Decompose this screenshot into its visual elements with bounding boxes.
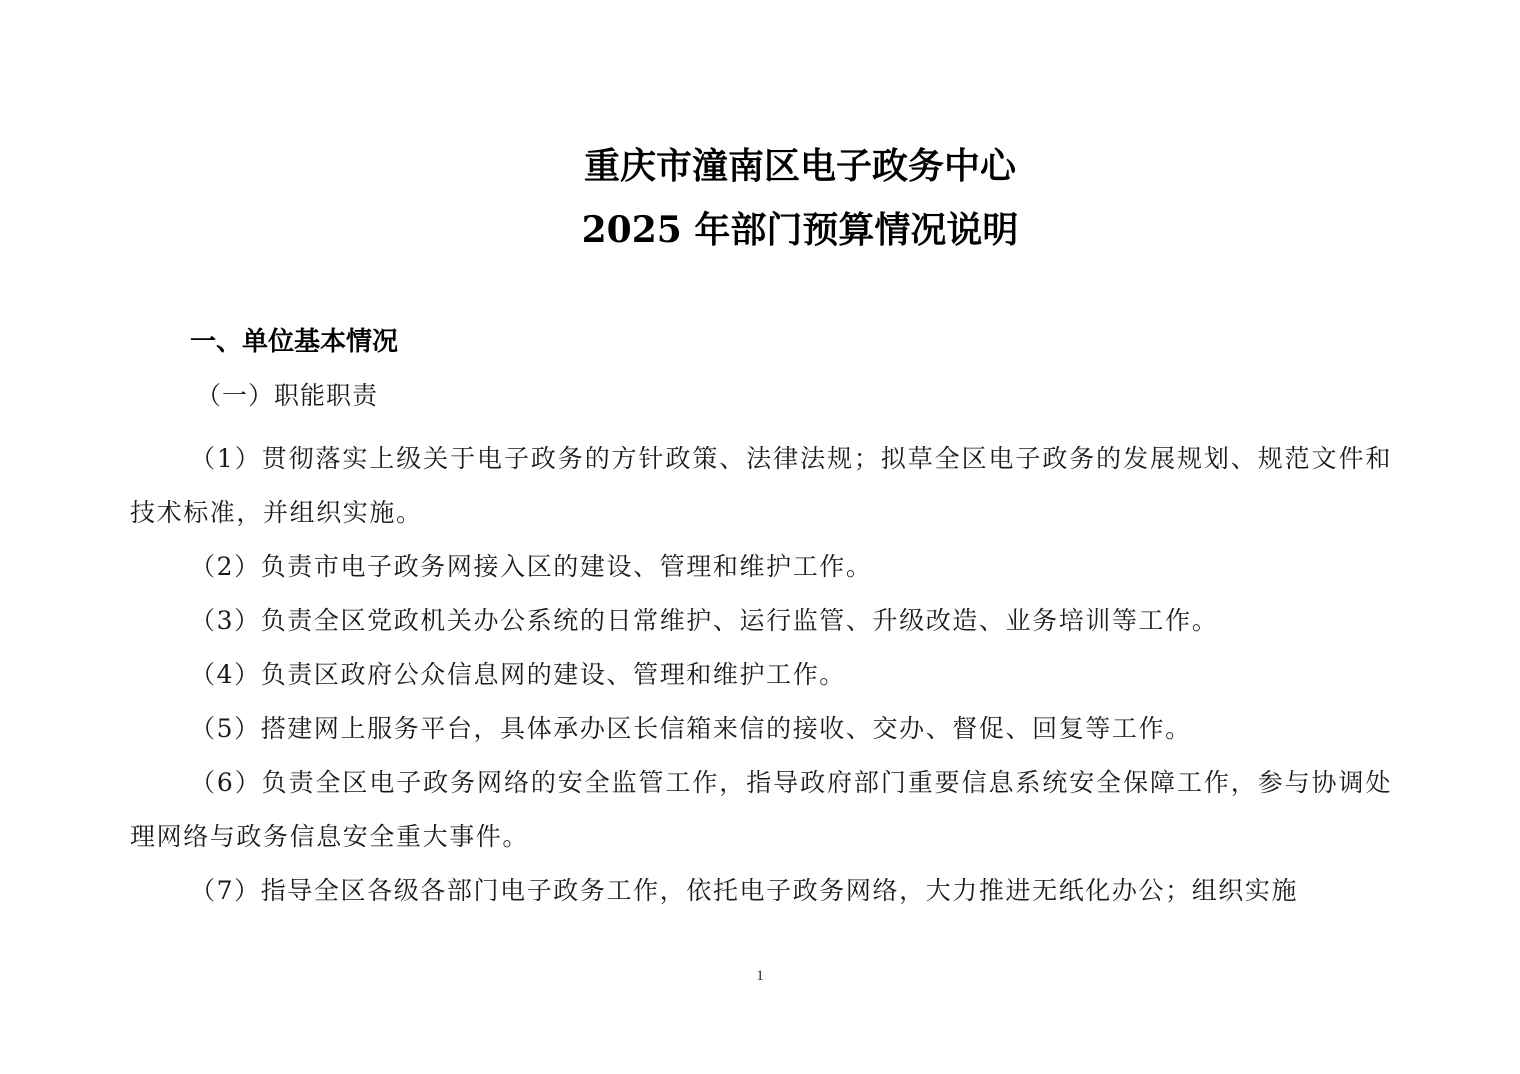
body-text — [130, 432, 1392, 918]
page-number: 1 — [756, 968, 764, 984]
paragraph-3: （3）负责全区党政机关办公系统的日常维护、运行监管、升级改造、业务培训等工作。 — [190, 606, 1219, 635]
document-title-line-1: 重庆市潼南区电子政务中心 — [583, 145, 1016, 187]
paragraph-2: （2）负责市电子政务网接入区的建设、管理和维护工作。 — [190, 552, 873, 581]
paragraph-4: （4）负责区政府公众信息网的建设、管理和维护工作。 — [190, 660, 846, 689]
paragraph-6: （6）负责全区电子政务网络的安全监管工作，指导政府部门重要信息系统安全保障工作，参与协调处理网络与政务信息安全重大事件。 — [130, 768, 1392, 851]
paragraph-7: （7）指导全区各级各部门电子政务工作，依托电子政务网络，大力推进无纸化办公；组织实施 — [190, 876, 1299, 905]
paragraph-5: （5）搭建网上服务平台，具体承办区长信箱来信的接收、交办、督促、回复等工作。 — [190, 714, 1192, 743]
paragraph-1: （1）贯彻落实上级关于电子政务的方针政策、法律法规；拟草全区电子政务的发展规划、规范文件和技术标准，并组织实施。 — [130, 444, 1392, 527]
section-heading: 一、单位基本情况 — [190, 327, 399, 357]
sub-heading: （一）职能职责 — [196, 381, 379, 410]
document-title-line-2: 2025 年部门预算情况说明 — [581, 209, 1019, 251]
